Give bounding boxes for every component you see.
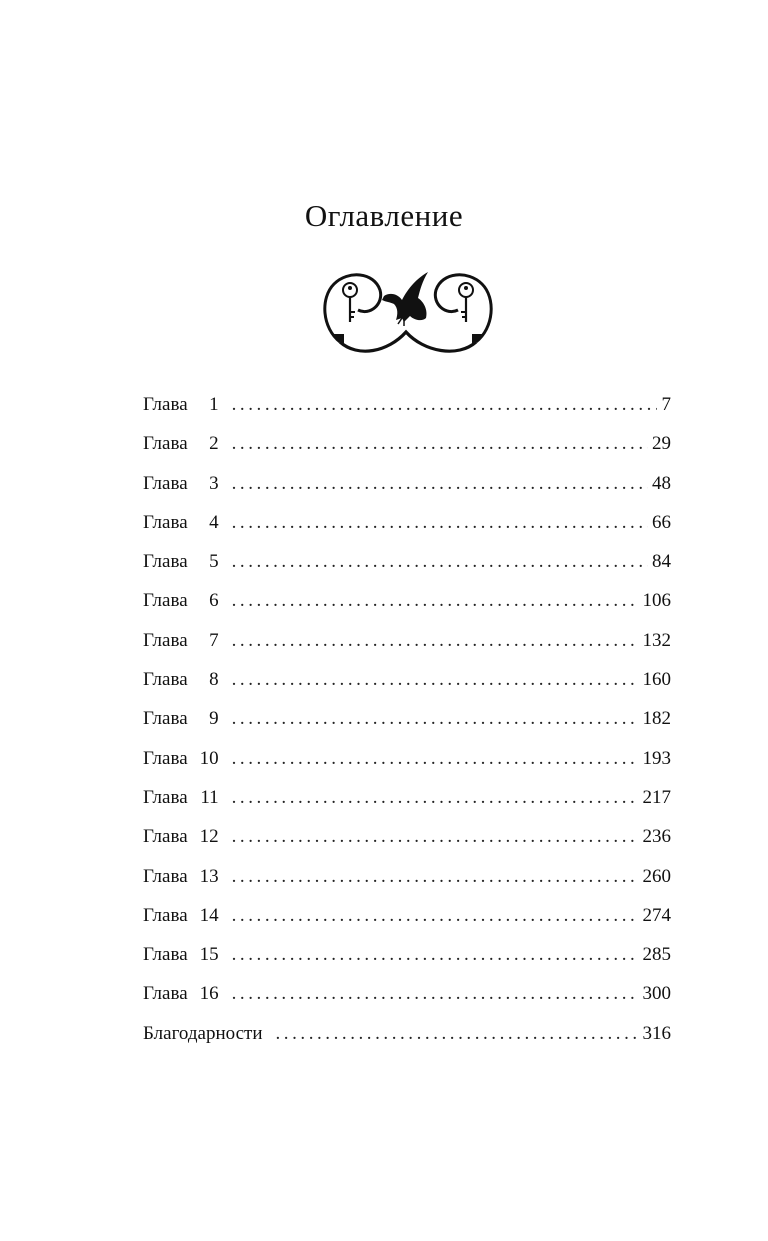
dot-leader bbox=[232, 471, 648, 497]
entry-label: Глава bbox=[143, 983, 188, 1005]
entry-label: Глава bbox=[143, 472, 188, 494]
toc-entry-chapter-12[interactable] bbox=[143, 824, 671, 863]
entry-label: Глава bbox=[143, 394, 188, 415]
entry-page-number: 285 bbox=[642, 944, 671, 966]
entry-number: 13 bbox=[199, 865, 219, 887]
toc-entry-chapter-1[interactable] bbox=[143, 392, 671, 431]
toc-entry-chapter-9[interactable] bbox=[143, 706, 671, 745]
entry-number: 5 bbox=[209, 551, 219, 573]
dot-leader bbox=[232, 706, 639, 732]
dot-leader bbox=[232, 785, 639, 811]
toc-entry-chapter-7[interactable] bbox=[143, 628, 671, 667]
entry-page-number: 236 bbox=[642, 826, 671, 848]
entry-label: Глава bbox=[143, 629, 188, 651]
toc-entry-acknowledgements[interactable] bbox=[143, 1021, 671, 1060]
entry-number: 12 bbox=[199, 826, 219, 848]
dot-leader bbox=[232, 942, 639, 968]
entry-page-number: 300 bbox=[642, 983, 671, 1005]
entry-label: Глава bbox=[143, 669, 188, 691]
entry-number: 10 bbox=[199, 747, 219, 769]
entry-number: 1 bbox=[209, 394, 219, 415]
entry-number: 11 bbox=[200, 786, 219, 808]
entry-number: 2 bbox=[209, 433, 219, 455]
entry-label: Глава bbox=[143, 511, 188, 533]
entry-label: Глава bbox=[143, 590, 188, 612]
dot-leader bbox=[232, 588, 639, 614]
entry-label: Глава bbox=[143, 904, 188, 926]
toc-entry-chapter-11[interactable] bbox=[143, 785, 671, 824]
entry-label: Глава bbox=[143, 826, 188, 848]
entry-number: 8 bbox=[209, 669, 219, 691]
dot-leader bbox=[232, 903, 639, 929]
toc-entry-chapter-15[interactable] bbox=[143, 942, 671, 981]
entry-label: Глава bbox=[143, 551, 188, 573]
entry-label: Глава bbox=[143, 865, 188, 887]
dot-leader bbox=[232, 628, 639, 654]
dot-leader bbox=[232, 549, 648, 575]
entry-page-number: 7 bbox=[661, 394, 671, 415]
dot-leader bbox=[232, 981, 639, 1007]
entry-page-number: 48 bbox=[652, 472, 671, 494]
entry-page-number: 182 bbox=[642, 708, 671, 730]
toc-entry-chapter-5[interactable] bbox=[143, 549, 671, 588]
table-of-contents bbox=[143, 392, 671, 1060]
dot-leader bbox=[276, 1021, 639, 1047]
entry-number: 14 bbox=[199, 904, 219, 926]
keys-and-raven-ornament-icon bbox=[318, 262, 498, 356]
toc-entry-chapter-3[interactable] bbox=[143, 471, 671, 510]
toc-entry-chapter-16[interactable] bbox=[143, 981, 671, 1020]
entry-page-number: 132 bbox=[642, 629, 671, 651]
entry-label: Глава bbox=[143, 944, 188, 966]
entry-page-number: 160 bbox=[642, 669, 671, 691]
entry-page-number: 29 bbox=[652, 433, 671, 455]
dot-leader bbox=[232, 392, 657, 418]
entry-number: 3 bbox=[209, 472, 219, 494]
toc-entry-chapter-8[interactable] bbox=[143, 667, 671, 706]
entry-page-number: 193 bbox=[642, 747, 671, 769]
toc-entry-chapter-4[interactable] bbox=[143, 510, 671, 549]
toc-entry-chapter-6[interactable] bbox=[143, 588, 671, 627]
dot-leader bbox=[232, 746, 639, 772]
entry-page-number: 106 bbox=[642, 590, 671, 612]
entry-page-number: 217 bbox=[642, 786, 671, 808]
entry-label: Благодарности bbox=[143, 1022, 263, 1044]
entry-label: Глава bbox=[143, 708, 188, 730]
entry-label: Глава bbox=[143, 786, 188, 808]
entry-page-number: 316 bbox=[642, 1022, 671, 1044]
entry-page-number: 84 bbox=[652, 551, 671, 573]
entry-page-number: 66 bbox=[652, 511, 671, 533]
entry-label: Глава bbox=[143, 747, 188, 769]
page-title: Оглавление bbox=[304, 198, 464, 233]
entry-page-number: 274 bbox=[642, 904, 671, 926]
dot-leader bbox=[232, 431, 648, 457]
dot-leader bbox=[232, 510, 648, 536]
dot-leader bbox=[232, 824, 639, 850]
toc-entry-chapter-2[interactable] bbox=[143, 431, 671, 470]
entry-number: 16 bbox=[199, 983, 219, 1005]
entry-page-number: 260 bbox=[642, 865, 671, 887]
entry-number: 9 bbox=[209, 708, 219, 730]
entry-number: 6 bbox=[209, 590, 219, 612]
entry-number: 4 bbox=[209, 511, 219, 533]
entry-number: 7 bbox=[209, 629, 219, 651]
toc-entry-chapter-14[interactable] bbox=[143, 903, 671, 942]
dot-leader bbox=[232, 864, 639, 890]
entry-number: 15 bbox=[199, 944, 219, 966]
toc-entry-chapter-13[interactable] bbox=[143, 864, 671, 903]
dot-leader bbox=[232, 667, 639, 693]
toc-entry-chapter-10[interactable] bbox=[143, 746, 671, 785]
entry-label: Глава bbox=[143, 433, 188, 455]
